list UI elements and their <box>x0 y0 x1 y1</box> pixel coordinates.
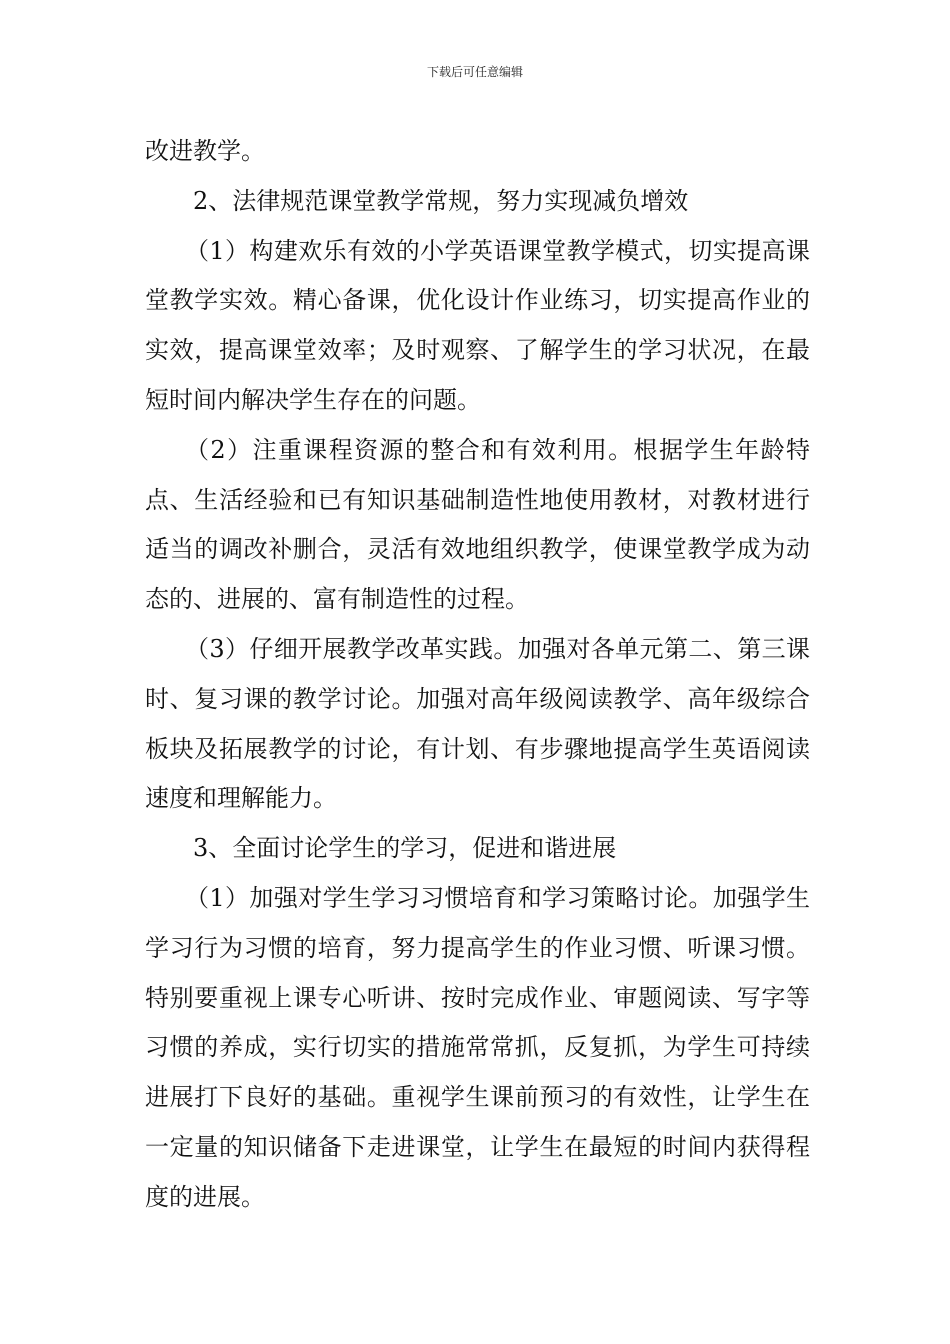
paragraph-2-2: （2）注重课程资源的整合和有效利用。根据学生年龄特点、生活经验和已有知识基础制造性地使用教材，对教材进行适当的调改补删合，灵活有效地组织教学，使课堂教学成为动态的、进展的、富有制造性的过程。 <box>145 435 810 614</box>
section-heading-2: 2、法律规范课堂教学常规，努力实现减负增效 <box>193 186 689 215</box>
section-heading-3: 3、全面讨论学生的学习，促进和谐进展 <box>193 834 617 863</box>
paragraph-continuation: 改进教学。 <box>145 137 265 165</box>
document-body <box>145 127 810 1223</box>
page-header: 下载后可任意编辑 <box>426 65 523 79</box>
paragraph-2-1: （1）构建欢乐有效的小学英语课堂教学模式，切实提高课堂教学实效。精心备课，优化设计作业练习，切实提高作业的实效，提高课堂效率；及时观察、了解学生的学习状况，在最短时间内解决学生存在的问题。 <box>145 236 810 414</box>
paragraph-3-1: （1）加强对学生学习习惯培育和学习策略讨论。加强学生学习行为习惯的培育，努力提高学生的作业习惯、听课习惯。特别要重视上课专心听讲、按时完成作业、审题阅读、写字等习惯的养成，实行切实的措施常常抓，反复抓，为学生可持续进展打下良好的基础。重视学生课前预习的有效性，让学生在一定量的知识储备下走进课堂，让学生在最短的时间内获得程度的进展。 <box>145 883 810 1211</box>
paragraph-2-3: （3）仔细开展教学改革实践。加强对各单元第二、第三课时、复习课的教学讨论。加强对高年级阅读教学、高年级综合板块及拓展教学的讨论，有计划、有步骤地提高学生英语阅读速度和理解能力。 <box>145 634 810 813</box>
